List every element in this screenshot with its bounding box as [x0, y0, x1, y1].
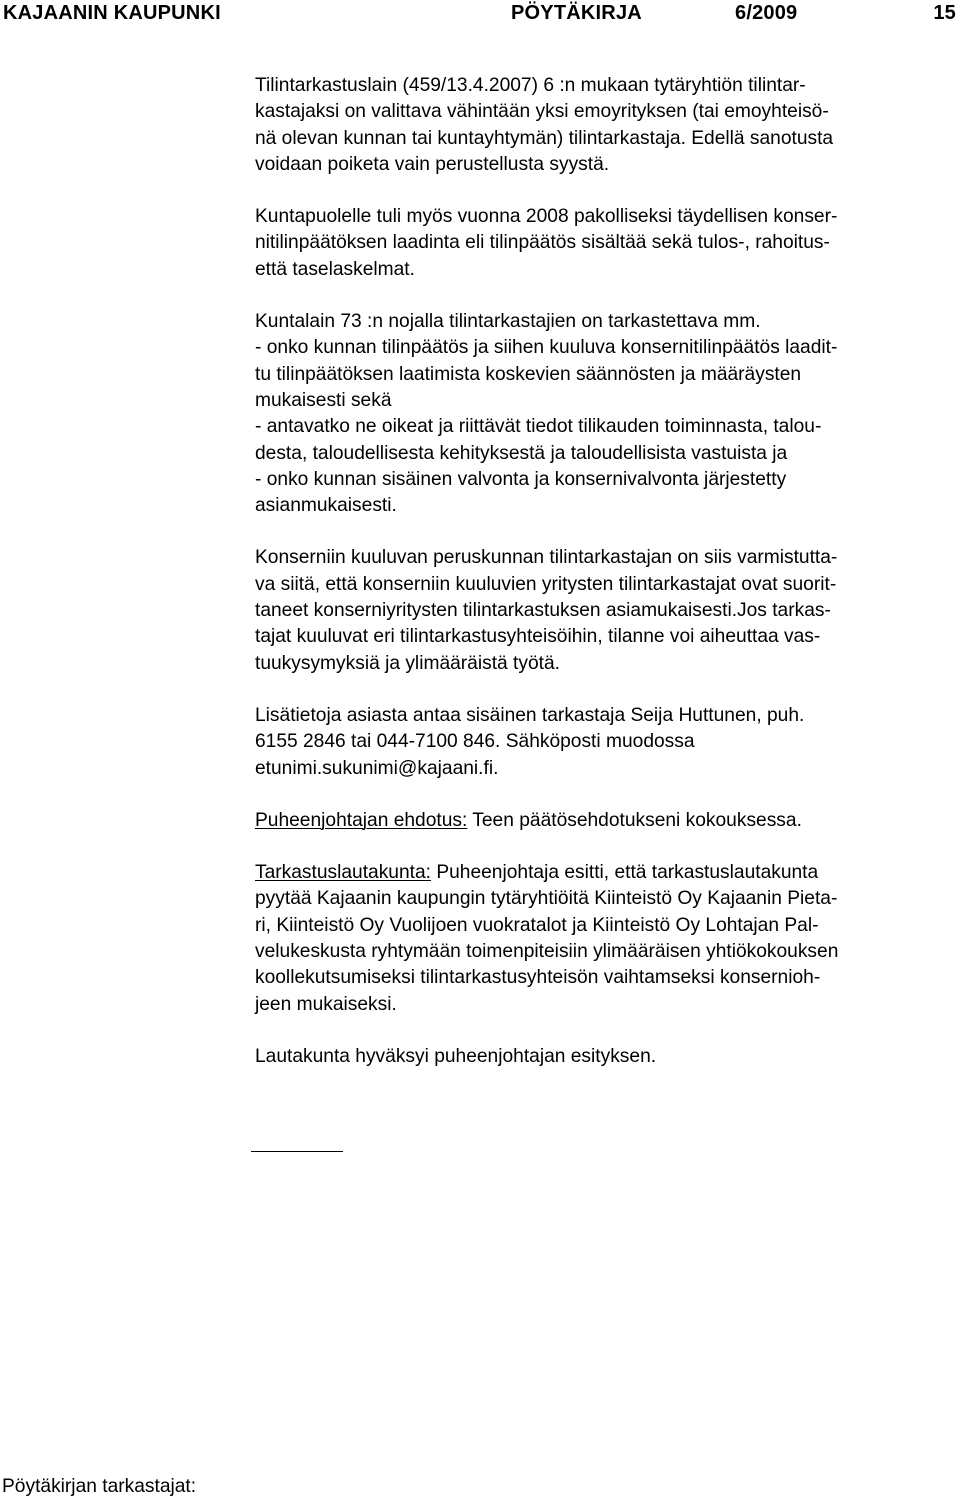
- paragraph-consolidated-statements: [255, 204, 955, 283]
- text-line: Konserniin kuuluvan peruskunnan tilintarkastajan on siis varmistutta-: [255, 547, 838, 569]
- proposal-label: Puheenjohtajan ehdotus:: [255, 809, 468, 831]
- text-line: asianmukaisesti.: [255, 495, 397, 517]
- text-line: että taselaskelmat.: [255, 258, 415, 280]
- minutes-body: [255, 73, 955, 1070]
- text-line: tu tilinpäätöksen laatimista koskevien säännösten ja määräysten: [255, 363, 802, 385]
- text-line: Kuntalain 73 :n nojalla tilintarkastajien on tarkastettava mm.: [255, 311, 761, 333]
- decision: [255, 1044, 955, 1070]
- text-line: Lisätietoja asiasta antaa sisäinen tarkastaja Seija Huttunen, puh.: [255, 704, 805, 726]
- text-line: - onko kunnan sisäinen valvonta ja konsernivalvonta järjestetty: [255, 468, 787, 490]
- page-header: [0, 2, 960, 32]
- chair-proposal: [255, 808, 955, 834]
- organization-name: KAJAANIN KAUPUNKI: [3, 2, 221, 24]
- document-type: PÖYTÄKIRJA: [511, 2, 642, 24]
- text-line: - onko kunnan tilinpäätös ja siihen kuuluva konsernitilinpäätös laadit-: [255, 337, 838, 359]
- text-line: 6155 2846 tai 044-7100 846. Sähköposti muodossa: [255, 731, 695, 753]
- text-line: nä olevan kunnan tai kuntayhtymän) tilintarkastaja. Edellä sanotusta: [255, 127, 834, 149]
- footer-reviewers-label: Pöytäkirjan tarkastajat:: [2, 1476, 197, 1497]
- text-line: taneet konserniyritysten tilintarkastuksen asiamukaisesti.Jos tarkas-: [255, 600, 831, 622]
- text-line: koollekutsumiseksi tilintarkastusyhteisön vaihtamseksi konsernioh-: [255, 967, 821, 989]
- text-line: nitilinpäätöksen laadinta eli tilinpäätös sisältää sekä tulos-, rahoitus-: [255, 232, 830, 254]
- text-line: velukeskusta ryhtymään toimenpiteisiin ylimääräisen yhtiökokouksen: [255, 941, 839, 963]
- text-line: Tilintarkastuslain (459/13.4.2007) 6 :n mukaan tytäryhtiön tilintar-: [255, 75, 806, 96]
- decision-text: Lautakunta hyväksyi puheenjohtajan esityksen.: [255, 1045, 657, 1067]
- paragraph-contact-info: [255, 703, 955, 782]
- paragraph-group-auditor: [255, 545, 955, 676]
- text-line: pyytää Kajaanin kaupungin tytäryhtiöitä Kiinteistö Oy Kajaanin Pieta-: [255, 888, 838, 910]
- proposal-text: Teen päätösehdotukseni kokouksessa.: [467, 809, 802, 831]
- committee-section: [255, 860, 955, 1018]
- document-number: 6/2009: [735, 2, 798, 24]
- text-line: etunimi.sukunimi@kajaani.fi.: [255, 757, 499, 779]
- committee-label: Tarkastuslautakunta:: [255, 862, 431, 884]
- page-number: 15: [933, 2, 956, 24]
- text-line: - antavatko ne oikeat ja riittävät tiedot tilikauden toiminnasta, talou-: [255, 416, 822, 438]
- text-line: ri, Kiinteistö Oy Vuolijoen vuokratalot ja Kiinteistö Oy Lohtajan Pal-: [255, 914, 819, 936]
- text-line: desta, taloudellisesta kehityksestä ja taloudellisista vastuista ja: [255, 442, 788, 464]
- text-line: voidaan poiketa vain perustellusta syystä.: [255, 153, 610, 175]
- text-line: mukaisesti sekä: [255, 389, 392, 411]
- text-line: kastajaksi on valittava vähintään yksi emoyrityksen (tai emoyhteisö-: [255, 101, 829, 123]
- section-divider: [251, 1151, 343, 1152]
- committee-text: Puheenjohtaja esitti, että tarkastuslautakunta: [430, 862, 819, 884]
- text-line: Kuntapuolelle tuli myös vuonna 2008 pakolliseksi täydellisen konser-: [255, 206, 838, 228]
- paragraph-auditing-act: [255, 73, 955, 178]
- text-line: jeen mukaiseksi.: [255, 993, 397, 1015]
- paragraph-municipal-act: [255, 309, 955, 519]
- text-line: tuukysymyksiä ja ylimääräistä työtä.: [255, 652, 560, 674]
- text-line: tajat kuuluvat eri tilintarkastusyhteisöihin, tilanne voi aiheuttaa vas-: [255, 626, 821, 648]
- text-line: va siitä, että konserniin kuuluvien yritysten tilintarkastajat ovat suorit-: [255, 573, 837, 595]
